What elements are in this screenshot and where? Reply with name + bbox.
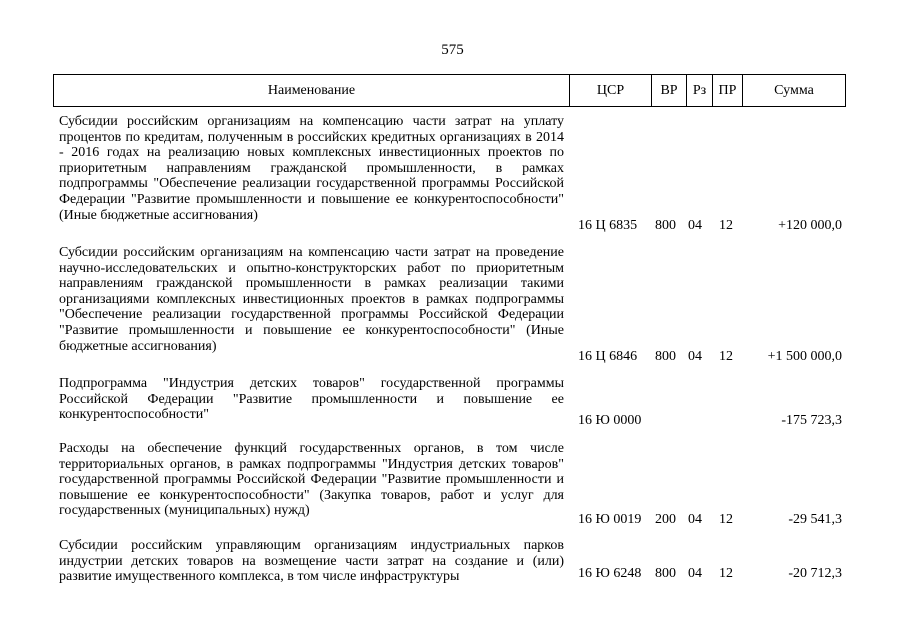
row-rz: 04 (688, 349, 702, 364)
row-pr: 12 (719, 349, 733, 364)
header-rz: Рз (686, 75, 712, 106)
row-pr: 12 (719, 218, 733, 233)
row-pr: 12 (719, 566, 733, 581)
row-csr: 16 Ю 6248 (578, 566, 642, 581)
row-name: Субсидии российским организациям на компенсацию части затрат на проведение научно-исследовательских и опытно-конструкторских работ по приоритетным направлениям гражданской промышленности в рамках реализации такими организациями комплексных инвестиционных проектов в рамках подпрограммы "Обеспечение реализации государственной программы Российской Федерации "Развитие промышленности и повышение ее конкурентоспособности" (Иные бюджетные ассигнования) (59, 245, 564, 354)
row-sum: -20 712,3 (788, 566, 842, 581)
row-sum: -29 541,3 (788, 512, 842, 527)
table-header (53, 74, 846, 107)
row-name: Расходы на обеспечение функций государственных органов, в том числе территориальных органов, в рамках подпрограммы "Индустрия детских товаров" государственной программы Российской Федерации "Развитие промышленности и повышение ее конкурентоспособности" (Закупка товаров, работ и услуг для государственных (муниципальных) нужд) (59, 441, 564, 519)
header-pr: ПР (712, 75, 742, 106)
row-sum: -175 723,3 (781, 413, 842, 428)
header-vr: ВР (651, 75, 686, 106)
row-name: Субсидии российским управляющим организациям индустриальных парков индустрии детских товаров на возмещение части затрат на создание и (или) развитие имущественного комплекса, в том числе инфраструктуры (59, 538, 564, 585)
row-vr: 200 (655, 512, 676, 527)
row-vr: 800 (655, 566, 676, 581)
row-vr: 800 (655, 218, 676, 233)
row-rz: 04 (688, 566, 702, 581)
row-csr: 16 Ю 0019 (578, 512, 642, 527)
row-rz: 04 (688, 512, 702, 527)
row-vr: 800 (655, 349, 676, 364)
row-sum: +1 500 000,0 (767, 349, 842, 364)
row-pr: 12 (719, 512, 733, 527)
row-sum: +120 000,0 (778, 218, 842, 233)
row-csr: 16 Ю 0000 (578, 413, 642, 428)
row-csr: 16 Ц 6846 (578, 349, 638, 364)
page-number: 575 (441, 42, 464, 58)
row-rz: 04 (688, 218, 702, 233)
row-csr: 16 Ц 6835 (578, 218, 638, 233)
header-name: Наименование (267, 83, 356, 98)
row-name: Подпрограмма "Индустрия детских товаров" государственной программы Российской Федерации "Развитие промышленности и повышение ее конкурентоспособности" (59, 376, 564, 423)
header-sum: Сумма (742, 75, 845, 106)
row-name: Субсидии российским организациям на компенсацию части затрат на уплату процентов по кредитам, полученным в российских кредитных организациях в 2014 - 2016 годах на реализацию новых комплексных инвестиционных проектов по приоритетным направлениям гражданской промышленности, в рамках подпрограммы "Обеспечение реализации государственной программы Российской Федерации "Развитие промышленности и повышение ее конкурентоспособности" (Иные бюджетные ассигнования) (59, 114, 564, 223)
header-csr: ЦСР (569, 75, 651, 106)
